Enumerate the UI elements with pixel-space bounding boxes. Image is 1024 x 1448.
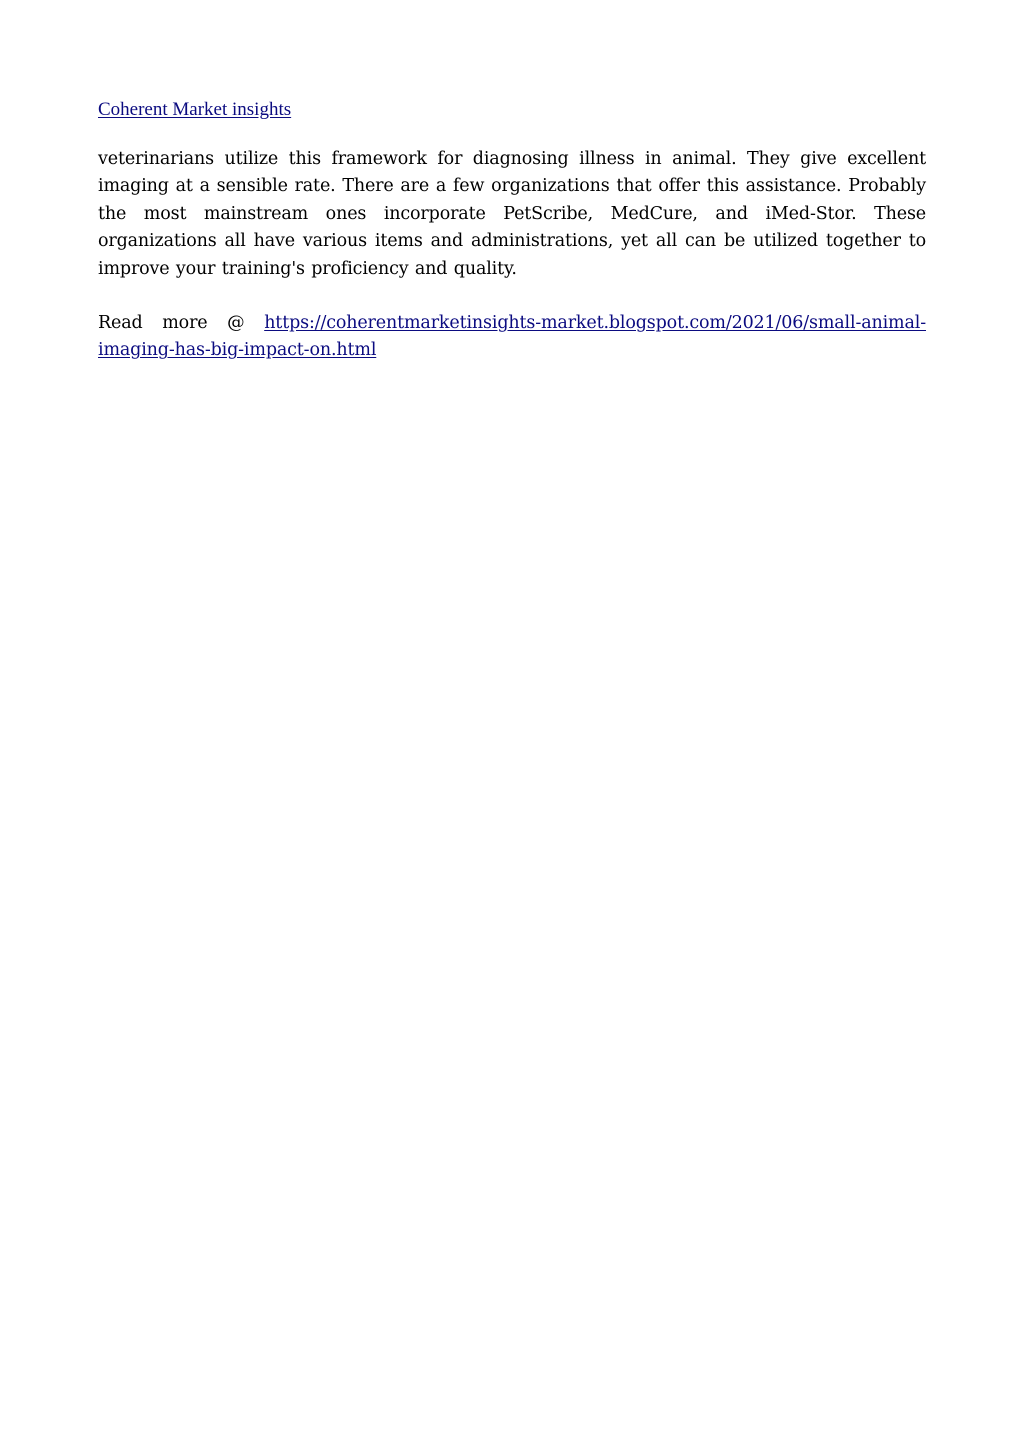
read-more-label: Read more @ [98, 313, 265, 334]
read-more-paragraph [98, 310, 926, 365]
page-content [98, 96, 926, 365]
header-link-coherent-market-insights[interactable]: Coherent Market insights [98, 99, 292, 120]
read-more-url-link[interactable]: https://coherentmarketinsights-market.blogspot.com/2021/06/small-animal-imaging-has-big-impact-on.html [98, 313, 926, 361]
body-paragraph: veterinarians utilize this framework for diagnosing illness in animal. They give excellent imaging at a sensible rate. There are a few organizations that offer this assistance. Probably the most mainstream ones incorporate PetScribe, MedCure, and iMed-Stor. These organizations all have various items and administrations, yet all can be utilized together to improve your training's proficiency and quality. [98, 149, 926, 279]
